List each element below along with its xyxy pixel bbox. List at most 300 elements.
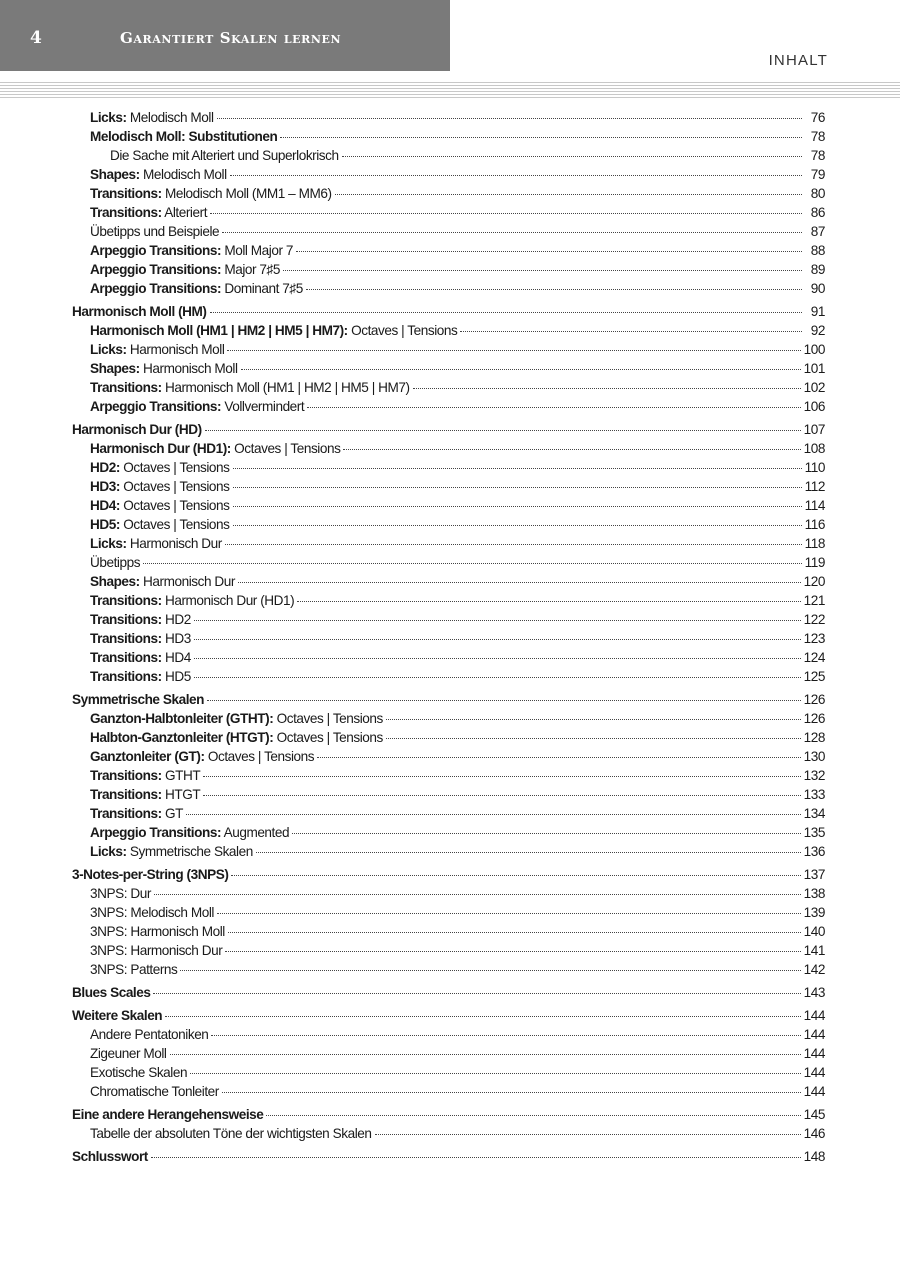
toc-entry[interactable]	[72, 610, 825, 629]
dot-leader	[306, 289, 802, 290]
toc-entry-title	[90, 165, 227, 184]
toc-entry-title	[72, 420, 202, 439]
toc-page-number: 148	[803, 1149, 825, 1164]
toc-entry-title	[90, 1063, 187, 1082]
toc-entry-text: HTGT	[161, 787, 201, 802]
toc-entry-title	[90, 823, 289, 842]
toc-page-number: 144	[803, 1027, 825, 1042]
toc-entry[interactable]	[72, 108, 825, 127]
dot-leader	[207, 700, 801, 701]
toc-entry-text: Dominant 7♯5	[221, 281, 303, 296]
toc-page-number: 132	[803, 768, 825, 783]
toc-entry-title	[90, 553, 140, 572]
toc-entry-text: Octaves | Tensions	[273, 711, 383, 726]
toc-entry-text: 3NPS: Melodisch Moll	[90, 905, 214, 920]
toc-entry-bold-label: Licks:	[90, 844, 127, 859]
toc-entry[interactable]	[72, 260, 825, 279]
toc-entry-title	[90, 591, 294, 610]
dot-leader	[203, 776, 800, 777]
toc-page-number: 144	[803, 1046, 825, 1061]
toc-entry[interactable]	[72, 222, 825, 241]
toc-entry-text: Melodisch Moll	[126, 110, 214, 125]
toc-entry-title	[72, 865, 228, 884]
toc-page-number: 116	[804, 517, 825, 532]
toc-page-number: 90	[810, 281, 825, 296]
dot-leader	[233, 487, 802, 488]
toc-entry-title	[90, 260, 280, 279]
toc-chapter[interactable]	[72, 983, 825, 1002]
toc-entry-bold-label: Transitions:	[90, 186, 162, 201]
dot-leader	[266, 1115, 800, 1116]
toc-entry-bold-label: Arpeggio Transitions:	[90, 281, 222, 296]
toc-page-number: 124	[803, 650, 825, 665]
toc-entry-bold-label: Transitions:	[90, 631, 162, 646]
toc-entry[interactable]	[72, 397, 825, 416]
dot-leader	[280, 137, 802, 138]
toc-page-number: 126	[803, 692, 825, 707]
toc-entry-text: Harmonisch Dur	[126, 536, 222, 551]
dot-leader	[256, 852, 801, 853]
toc-entry[interactable]	[72, 146, 825, 165]
toc-page-number: 88	[810, 243, 825, 258]
toc-entry[interactable]	[72, 241, 825, 260]
toc-entry-text: 3NPS: Harmonisch Dur	[90, 943, 223, 958]
toc-entry-title	[72, 690, 204, 709]
toc-page-number: 140	[803, 924, 825, 939]
toc-entry[interactable]	[72, 127, 825, 146]
toc-entry-text: Octaves | Tensions	[204, 749, 315, 764]
toc-entry-title	[90, 941, 222, 960]
toc-entry-title	[90, 1025, 208, 1044]
toc-entry-text: Übetipps	[90, 555, 141, 570]
toc-entry-text: Übetipps und Beispiele	[90, 224, 220, 239]
toc-entry[interactable]	[72, 184, 825, 203]
section-label: INHALT	[768, 52, 828, 69]
toc-entry[interactable]	[72, 534, 825, 553]
toc-entry-text: Harmonisch Moll	[139, 361, 238, 376]
toc-page-number: 112	[804, 479, 825, 494]
toc-entry[interactable]	[72, 728, 825, 747]
toc-entry-title	[90, 667, 191, 686]
toc-entry-text: Octaves | Tensions	[119, 517, 230, 532]
toc-entry-title	[90, 610, 191, 629]
toc-chapter[interactable]	[72, 690, 825, 709]
toc-entry-title	[90, 534, 222, 553]
toc-entry-bold-label: Transitions:	[90, 380, 162, 395]
dot-leader	[186, 814, 801, 815]
toc-entry-text: HD4	[161, 650, 191, 665]
dot-leader	[317, 757, 801, 758]
dot-leader	[230, 175, 802, 176]
dot-leader	[343, 449, 800, 450]
dot-leader	[194, 639, 801, 640]
toc-page-number: 80	[810, 186, 825, 201]
dot-leader	[375, 1134, 801, 1135]
toc-entry[interactable]	[72, 378, 825, 397]
toc-entry-text: Symmetrische Skalen	[126, 844, 253, 859]
toc-entry-bold-label: Licks:	[90, 342, 127, 357]
table-of-contents	[72, 108, 825, 1166]
toc-page-number: 102	[803, 380, 825, 395]
toc-entry-bold-label: Weitere Skalen	[72, 1008, 163, 1023]
toc-page-number: 144	[803, 1008, 825, 1023]
toc-entry-bold-label: HD5:	[90, 517, 120, 532]
dot-leader	[233, 525, 802, 526]
toc-entry[interactable]	[72, 1082, 825, 1101]
toc-entry[interactable]	[72, 165, 825, 184]
dot-leader	[225, 951, 800, 952]
dot-leader	[413, 388, 801, 389]
toc-chapter[interactable]	[72, 302, 825, 321]
toc-entry-bold-label: Harmonisch Dur (HD1):	[90, 441, 231, 456]
toc-entry[interactable]	[72, 477, 825, 496]
toc-page-number: 110	[804, 460, 825, 475]
toc-entry-text: GT	[161, 806, 183, 821]
toc-entry-title	[90, 340, 224, 359]
toc-entry-bold-label: Shapes:	[90, 361, 140, 376]
toc-entry-bold-label: Transitions:	[90, 593, 162, 608]
toc-entry-text: Major 7♯5	[221, 262, 280, 277]
toc-entry-bold-label: HD4:	[90, 498, 120, 513]
toc-entry-title	[90, 241, 293, 260]
toc-page-number: 145	[803, 1107, 825, 1122]
toc-entry-text: Harmonisch Dur	[139, 574, 235, 589]
toc-entry-text: 3NPS: Patterns	[90, 962, 178, 977]
toc-chapter[interactable]	[72, 1147, 825, 1166]
toc-entry-title	[90, 1124, 372, 1143]
toc-entry-title	[90, 1044, 167, 1063]
toc-entry-bold-label: Arpeggio Transitions:	[90, 399, 222, 414]
toc-entry[interactable]	[72, 766, 825, 785]
toc-page-number: 91	[810, 304, 825, 319]
toc-entry-title	[90, 108, 214, 127]
toc-entry[interactable]	[72, 1063, 825, 1082]
toc-entry-title	[90, 458, 230, 477]
toc-entry-bold-label: Melodisch Moll: Substitutionen	[90, 129, 278, 144]
toc-entry-title	[90, 203, 207, 222]
toc-entry-bold-label: Shapes:	[90, 574, 140, 589]
toc-page-number: 133	[803, 787, 825, 802]
dot-leader	[154, 894, 801, 895]
toc-entry-bold-label: 3-Notes-per-String (3NPS)	[72, 867, 229, 882]
toc-entry[interactable]	[72, 884, 825, 903]
dot-leader	[335, 194, 802, 195]
toc-entry-text: Harmonisch Dur (HD1)	[161, 593, 295, 608]
toc-entry[interactable]	[72, 279, 825, 298]
toc-entry-bold-label: Harmonisch Dur (HD)	[72, 422, 202, 437]
toc-entry-text: Augmented	[221, 825, 290, 840]
toc-entry[interactable]	[72, 842, 825, 861]
toc-entry[interactable]	[72, 458, 825, 477]
toc-entry-title	[90, 903, 214, 922]
toc-entry-text: Die Sache mit Alteriert und Superlokrisch	[110, 148, 339, 163]
toc-page-number: 144	[803, 1084, 825, 1099]
toc-entry[interactable]	[72, 1124, 825, 1143]
toc-entry-bold-label: HD3:	[90, 479, 120, 494]
dot-leader	[205, 430, 801, 431]
toc-entry-bold-label: HD2:	[90, 460, 120, 475]
toc-entry-title	[90, 477, 230, 496]
dot-leader	[292, 833, 801, 834]
toc-entry-text: HD3	[161, 631, 191, 646]
dot-leader	[297, 601, 800, 602]
toc-page-number: 86	[810, 205, 825, 220]
toc-entry-title	[90, 747, 314, 766]
toc-entry-text: Harmonisch Moll	[126, 342, 225, 357]
dot-leader	[165, 1016, 800, 1017]
toc-entry-title	[90, 766, 200, 785]
dot-leader	[210, 213, 802, 214]
dot-leader	[386, 738, 801, 739]
toc-page-number: 92	[810, 323, 825, 338]
toc-page-number: 142	[803, 962, 825, 977]
dot-leader	[231, 875, 800, 876]
toc-entry[interactable]	[72, 439, 825, 458]
toc-page-number: 125	[803, 669, 825, 684]
toc-entry-text: Moll Major 7	[221, 243, 293, 258]
toc-page-number: 138	[803, 886, 825, 901]
toc-entry-bold-label: Ganzton-Halbtonleiter (GTHT):	[90, 711, 274, 726]
toc-entry-text: Alteriert	[161, 205, 208, 220]
toc-entry-title	[90, 922, 225, 941]
toc-page-number: 119	[804, 555, 825, 570]
toc-entry-bold-label: Arpeggio Transitions:	[90, 262, 222, 277]
toc-entry[interactable]	[72, 903, 825, 922]
toc-entry-text: Octaves | Tensions	[347, 323, 458, 338]
toc-entry[interactable]	[72, 629, 825, 648]
toc-page-number: 89	[810, 262, 825, 277]
toc-entry-text: Melodisch Moll (MM1 – MM6)	[161, 186, 332, 201]
toc-entry[interactable]	[72, 591, 825, 610]
toc-entry[interactable]	[72, 922, 825, 941]
toc-entry-bold-label: Transitions:	[90, 768, 162, 783]
toc-chapter[interactable]	[72, 1105, 825, 1124]
toc-entry[interactable]	[72, 648, 825, 667]
dot-leader	[307, 407, 800, 408]
dot-leader	[143, 563, 802, 564]
toc-entry-title	[110, 146, 339, 165]
toc-entry-text: Zigeuner Moll	[90, 1046, 167, 1061]
toc-entry[interactable]	[72, 1025, 825, 1044]
toc-entry-text: HD5	[161, 669, 191, 684]
toc-chapter[interactable]	[72, 420, 825, 439]
toc-page-number: 79	[810, 167, 825, 182]
dot-leader	[194, 620, 801, 621]
toc-entry-title	[90, 709, 383, 728]
toc-page-number: 134	[803, 806, 825, 821]
toc-entry-title	[72, 1105, 263, 1124]
dot-leader	[222, 1092, 801, 1093]
toc-entry-bold-label: Eine andere Herangehensweise	[72, 1107, 264, 1122]
toc-entry-bold-label: Licks:	[90, 110, 127, 125]
toc-page-number: 106	[803, 399, 825, 414]
toc-entry-text: Andere Pentatoniken	[90, 1027, 209, 1042]
dot-leader	[170, 1054, 801, 1055]
toc-entry-bold-label: Harmonisch Moll (HM1 | HM2 | HM5 | HM7):	[90, 323, 348, 338]
header-tab	[0, 0, 450, 71]
toc-entry-title	[90, 378, 410, 397]
toc-entry-bold-label: Arpeggio Transitions:	[90, 243, 222, 258]
toc-entry[interactable]	[72, 941, 825, 960]
toc-entry[interactable]	[72, 496, 825, 515]
toc-entry-title	[90, 184, 332, 203]
book-title: Garantiert Skalen lernen	[120, 29, 342, 47]
toc-page-number: 126	[803, 711, 825, 726]
toc-entry-text: Octaves | Tensions	[119, 460, 230, 475]
toc-entry[interactable]	[72, 553, 825, 572]
dot-leader	[241, 369, 801, 370]
toc-entry-text: Chromatische Tonleiter	[90, 1084, 219, 1099]
toc-entry-title	[90, 515, 230, 534]
toc-entry[interactable]	[72, 515, 825, 534]
toc-entry[interactable]	[72, 667, 825, 686]
dot-leader	[153, 993, 800, 994]
toc-entry-title	[90, 785, 200, 804]
dot-leader	[386, 719, 801, 720]
toc-page-number: 143	[803, 985, 825, 1000]
dot-leader	[238, 582, 801, 583]
toc-page-number: 123	[803, 631, 825, 646]
toc-entry-bold-label: Transitions:	[90, 669, 162, 684]
toc-entry-title	[72, 1006, 162, 1025]
toc-entry-text: Octaves | Tensions	[119, 479, 230, 494]
toc-page-number: 121	[803, 593, 825, 608]
dot-leader	[180, 970, 800, 971]
toc-entry[interactable]	[72, 709, 825, 728]
toc-page-number: 146	[803, 1126, 825, 1141]
toc-entry-bold-label: Licks:	[90, 536, 127, 551]
toc-entry[interactable]	[72, 340, 825, 359]
toc-entry-title	[90, 1082, 219, 1101]
toc-page-number: 144	[803, 1065, 825, 1080]
toc-entry-text: Octaves | Tensions	[119, 498, 230, 513]
toc-entry-bold-label: Transitions:	[90, 612, 162, 627]
toc-entry-bold-label: Transitions:	[90, 806, 162, 821]
toc-entry-text: Octaves | Tensions	[273, 730, 383, 745]
toc-chapter[interactable]	[72, 865, 825, 884]
dot-leader	[194, 677, 801, 678]
dot-leader	[283, 270, 802, 271]
toc-entry-title	[90, 884, 151, 903]
toc-page-number: 100	[803, 342, 825, 357]
toc-entry[interactable]	[72, 823, 825, 842]
dot-leader	[225, 544, 802, 545]
dot-leader	[460, 331, 802, 332]
dot-leader	[296, 251, 802, 252]
toc-entry[interactable]	[72, 804, 825, 823]
toc-page-number: 135	[803, 825, 825, 840]
toc-entry-title	[90, 842, 253, 861]
toc-page-number: 141	[803, 943, 825, 958]
toc-entry[interactable]	[72, 203, 825, 222]
dot-leader	[342, 156, 802, 157]
toc-entry-text: Octaves | Tensions	[230, 441, 341, 456]
toc-entry-title	[72, 983, 150, 1002]
toc-entry-title	[90, 572, 235, 591]
toc-entry[interactable]	[72, 747, 825, 766]
dot-leader	[151, 1157, 801, 1158]
toc-page-number: 107	[803, 422, 825, 437]
toc-entry-text: Harmonisch Moll (HM1 | HM2 | HM5 | HM7)	[161, 380, 410, 395]
toc-page-number: 78	[810, 129, 825, 144]
toc-page-number: 122	[803, 612, 825, 627]
toc-page-number: 87	[810, 224, 825, 239]
toc-page-number: 120	[803, 574, 825, 589]
toc-entry-title	[90, 222, 219, 241]
toc-entry-title	[90, 629, 191, 648]
dot-leader	[194, 658, 801, 659]
toc-entry-text: GTHT	[161, 768, 201, 783]
toc-entry-title	[90, 728, 383, 747]
toc-page-number: 76	[810, 110, 825, 125]
dot-leader	[217, 913, 801, 914]
toc-page-number: 118	[804, 536, 825, 551]
toc-entry-bold-label: Transitions:	[90, 205, 162, 220]
toc-page-number: 130	[803, 749, 825, 764]
dot-leader	[222, 232, 802, 233]
header-divider-band	[0, 82, 900, 98]
toc-entry-bold-label: Halbton-Ganztonleiter (HTGT):	[90, 730, 274, 745]
dot-leader	[190, 1073, 801, 1074]
toc-entry[interactable]	[72, 785, 825, 804]
toc-entry-text: HD2	[161, 612, 191, 627]
toc-page-number: 78	[810, 148, 825, 163]
toc-entry-text: Tabelle der absoluten Töne der wichtigsten Skalen	[90, 1126, 372, 1141]
toc-entry[interactable]	[72, 1044, 825, 1063]
toc-entry-bold-label: Blues Scales	[72, 985, 151, 1000]
toc-entry-title	[90, 279, 303, 298]
toc-page-number: 136	[803, 844, 825, 859]
dot-leader	[203, 795, 800, 796]
page-number: 4	[30, 28, 42, 48]
toc-entry-bold-label: Symmetrische Skalen	[72, 692, 204, 707]
toc-entry-bold-label: Schlusswort	[72, 1149, 148, 1164]
toc-entry-title	[72, 302, 207, 321]
toc-entry-title	[90, 321, 457, 340]
toc-entry-title	[90, 359, 238, 378]
toc-page-number: 139	[803, 905, 825, 920]
toc-page-number: 101	[803, 361, 825, 376]
toc-entry-title	[90, 648, 191, 667]
dot-leader	[211, 1035, 800, 1036]
dot-leader	[217, 118, 802, 119]
toc-page-number: 137	[803, 867, 825, 882]
toc-entry[interactable]	[72, 359, 825, 378]
dot-leader	[210, 312, 803, 313]
toc-entry[interactable]	[72, 321, 825, 340]
dot-leader	[233, 506, 802, 507]
toc-entry-text: Melodisch Moll	[139, 167, 227, 182]
toc-entry-bold-label: Harmonisch Moll (HM)	[72, 304, 207, 319]
dot-leader	[233, 468, 802, 469]
toc-entry-text: 3NPS: Dur	[90, 886, 151, 901]
toc-entry-text: Exotische Skalen	[90, 1065, 188, 1080]
toc-entry-title	[90, 496, 230, 515]
toc-chapter[interactable]	[72, 1006, 825, 1025]
toc-entry[interactable]	[72, 960, 825, 979]
toc-entry-bold-label: Transitions:	[90, 787, 162, 802]
toc-page-number: 114	[804, 498, 825, 513]
toc-page-number: 128	[803, 730, 825, 745]
dot-leader	[227, 350, 800, 351]
toc-entry-bold-label: Arpeggio Transitions:	[90, 825, 222, 840]
toc-entry-bold-label: Ganztonleiter (GT):	[90, 749, 205, 764]
toc-entry[interactable]	[72, 572, 825, 591]
toc-entry-title	[90, 960, 177, 979]
toc-entry-title	[90, 439, 340, 458]
toc-entry-title	[72, 1147, 148, 1166]
toc-entry-title	[90, 127, 277, 146]
